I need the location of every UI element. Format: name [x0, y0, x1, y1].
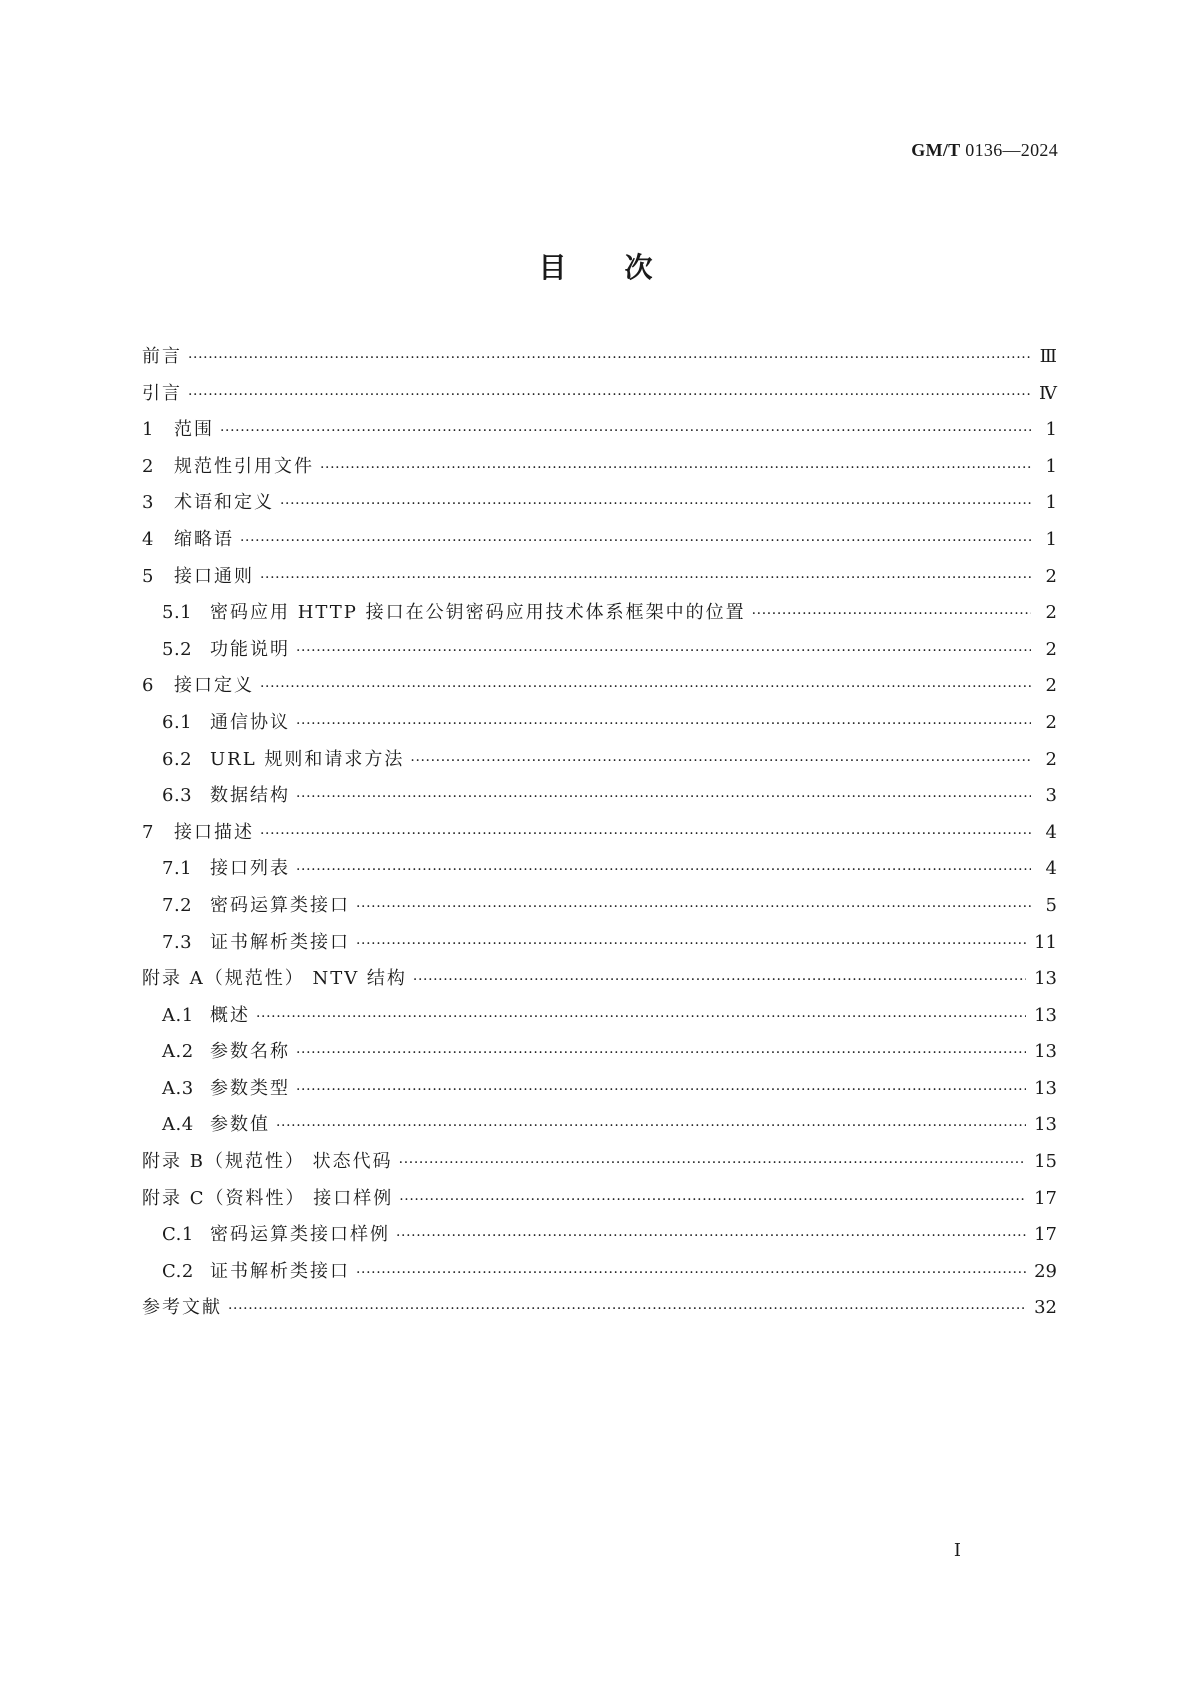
- toc-entry-label: 附录 C（资料性） 接口样例: [142, 1187, 394, 1209]
- toc-dot-leader: [220, 413, 1031, 450]
- toc-entry[interactable]: [142, 1071, 1057, 1108]
- toc-dot-leader: [188, 340, 1031, 377]
- toc-entry[interactable]: [142, 705, 1057, 742]
- toc-entry[interactable]: [142, 1290, 1057, 1327]
- toc-entry-number: 6.3: [162, 785, 193, 807]
- toc-entry-number: C.1: [162, 1224, 194, 1246]
- toc-dot-leader: [260, 669, 1031, 706]
- toc-entry-page: 4: [1045, 821, 1057, 843]
- toc-entry-page: 13: [1034, 1004, 1057, 1026]
- table-of-contents: [142, 339, 1057, 1327]
- toc-entry-label: 前言: [142, 346, 182, 367]
- toc-dot-leader: [296, 779, 1031, 816]
- toc-entry[interactable]: [142, 412, 1057, 449]
- toc-entry[interactable]: [142, 595, 1057, 632]
- toc-dot-leader: [413, 962, 1026, 999]
- toc-entry-page: 2: [1045, 638, 1057, 660]
- standard-code: [911, 140, 1058, 161]
- toc-entry[interactable]: [142, 1144, 1057, 1181]
- toc-entry-label: 规范性引用文件: [174, 455, 314, 477]
- toc-entry-number: 7: [142, 821, 154, 843]
- toc-entry-number: 5.1: [162, 602, 193, 624]
- toc-dot-leader: [188, 377, 1031, 414]
- toc-entry-number: C.2: [162, 1260, 194, 1282]
- toc-entry-label: 证书解析类接口: [210, 1260, 350, 1282]
- toc-entry-page: 17: [1034, 1224, 1057, 1246]
- toc-dot-leader: [296, 1072, 1026, 1109]
- toc-entry-number: 5: [142, 565, 154, 587]
- toc-entry-number: 7.3: [162, 931, 193, 953]
- toc-entry-number: 2: [142, 455, 154, 477]
- toc-entry-label: 通信协议: [210, 711, 290, 733]
- toc-entry-label: 概述: [210, 1004, 250, 1026]
- toc-entry-page: 2: [1045, 565, 1057, 587]
- standard-number: 0136—2024: [965, 140, 1058, 160]
- toc-dot-leader: [396, 1218, 1026, 1255]
- toc-entry[interactable]: [142, 522, 1057, 559]
- toc-entry-page: 5: [1045, 894, 1057, 916]
- toc-title: 目次: [538, 251, 711, 284]
- toc-entry-label: 范围: [174, 419, 214, 441]
- toc-entry-label: 参考文献: [142, 1297, 222, 1319]
- toc-entry-number: A.1: [162, 1004, 194, 1026]
- toc-entry-label: 接口通则: [174, 565, 254, 587]
- toc-entry-page: 13: [1034, 1041, 1057, 1063]
- toc-dot-leader: [296, 852, 1031, 889]
- toc-entry[interactable]: [142, 925, 1057, 962]
- toc-entry-label: 密码运算类接口样例: [210, 1224, 390, 1246]
- toc-entry-page: 13: [1034, 968, 1057, 990]
- toc-entry-label: 密码应用 HTTP 接口在公钥密码应用技术体系框架中的位置: [210, 602, 746, 624]
- toc-entry-label: 引言: [142, 382, 182, 404]
- toc-entry-number: 6.2: [162, 748, 193, 770]
- toc-entry-label: 密码运算类接口: [210, 894, 350, 916]
- toc-entry-label: 缩略语: [174, 528, 234, 550]
- toc-entry[interactable]: [142, 778, 1057, 815]
- toc-dot-leader: [320, 450, 1031, 487]
- toc-entry-number: 1: [142, 419, 154, 441]
- toc-entry-label: 术语和定义: [174, 492, 274, 514]
- toc-entry-page: 11: [1034, 931, 1057, 953]
- toc-dot-leader: [296, 706, 1031, 743]
- toc-entry[interactable]: [142, 1217, 1057, 1254]
- toc-entry-page: 2: [1045, 602, 1057, 624]
- toc-entry-page: 1: [1045, 419, 1057, 441]
- toc-entry[interactable]: [142, 851, 1057, 888]
- toc-entry-page: Ⅲ: [1039, 346, 1057, 367]
- toc-dot-leader: [296, 633, 1031, 670]
- toc-entry[interactable]: [142, 449, 1057, 486]
- toc-entry-label: 参数类型: [210, 1077, 290, 1099]
- toc-entry[interactable]: [142, 998, 1057, 1035]
- toc-entry-label: 接口描述: [174, 821, 254, 843]
- standard-prefix: GM/T: [911, 140, 961, 160]
- toc-entry[interactable]: [142, 559, 1057, 596]
- toc-entry-number: A.4: [162, 1114, 194, 1136]
- toc-dot-leader: [240, 523, 1031, 560]
- toc-entry[interactable]: [142, 668, 1057, 705]
- toc-entry-number: 7.1: [162, 858, 193, 880]
- toc-entry-page: 13: [1034, 1077, 1057, 1099]
- toc-dot-leader: [280, 486, 1031, 523]
- toc-dot-leader: [410, 743, 1031, 780]
- toc-entry-page: 13: [1034, 1114, 1057, 1136]
- toc-entry-label: URL 规则和请求方法: [210, 748, 405, 770]
- toc-entry-label: 附录 B（规范性） 状态代码: [142, 1151, 393, 1173]
- toc-entry-number: A.3: [162, 1077, 194, 1099]
- toc-entry-label: 接口列表: [210, 858, 290, 880]
- toc-entry[interactable]: [142, 376, 1057, 413]
- toc-dot-leader: [296, 1035, 1026, 1072]
- toc-entry-number: 5.2: [162, 638, 193, 660]
- toc-entry-number: 6: [142, 675, 154, 697]
- toc-entry-page: 29: [1034, 1260, 1057, 1282]
- toc-entry[interactable]: [142, 1107, 1057, 1144]
- toc-dot-leader: [399, 1182, 1026, 1219]
- toc-entry-number: 7.2: [162, 894, 193, 916]
- toc-entry-page: 1: [1045, 455, 1057, 477]
- toc-entry-number: A.2: [162, 1041, 194, 1063]
- toc-entry-page: 4: [1045, 858, 1057, 880]
- toc-entry-label: 参数值: [210, 1114, 270, 1136]
- toc-entry-page: Ⅳ: [1039, 382, 1057, 404]
- toc-entry[interactable]: [142, 632, 1057, 669]
- toc-dot-leader: [276, 1108, 1026, 1145]
- toc-dot-leader: [228, 1291, 1026, 1328]
- toc-entry[interactable]: [142, 485, 1057, 522]
- toc-entry-page: 15: [1034, 1151, 1057, 1173]
- toc-dot-leader: [256, 999, 1026, 1036]
- toc-entry-page: 1: [1045, 492, 1057, 514]
- toc-entry[interactable]: [142, 815, 1057, 852]
- toc-dot-leader: [752, 596, 1031, 633]
- toc-entry-label: 证书解析类接口: [210, 931, 350, 953]
- toc-entry-page: 2: [1045, 748, 1057, 770]
- toc-dot-leader: [260, 816, 1031, 853]
- page-number-footer: Ⅰ: [953, 1540, 961, 1560]
- toc-entry-page: 32: [1034, 1297, 1057, 1319]
- toc-entry-page: 2: [1045, 711, 1057, 733]
- toc-entry-number: 3: [142, 492, 154, 514]
- toc-entry-label: 附录 A（规范性） NTV 结构: [142, 968, 407, 990]
- toc-entry[interactable]: [142, 961, 1057, 998]
- toc-entry-page: 2: [1045, 675, 1057, 697]
- toc-entry-page: 17: [1034, 1187, 1057, 1209]
- toc-entry[interactable]: [142, 888, 1057, 925]
- toc-dot-leader: [356, 926, 1026, 963]
- toc-dot-leader: [356, 1255, 1026, 1292]
- toc-entry-number: 6.1: [162, 711, 193, 733]
- toc-entry[interactable]: [142, 1034, 1057, 1071]
- toc-entry[interactable]: [142, 742, 1057, 779]
- toc-entry-page: 3: [1045, 785, 1057, 807]
- toc-entry-number: 4: [142, 528, 154, 550]
- toc-dot-leader: [399, 1145, 1026, 1182]
- toc-entry-label: 接口定义: [174, 675, 254, 697]
- toc-entry-label: 功能说明: [210, 638, 290, 660]
- toc-entry-label: 参数名称: [210, 1041, 290, 1063]
- toc-dot-leader: [356, 889, 1031, 926]
- toc-entry[interactable]: [142, 339, 1057, 376]
- toc-entry-page: 1: [1045, 528, 1057, 550]
- toc-entry-label: 数据结构: [210, 785, 290, 807]
- toc-entry[interactable]: [142, 1181, 1057, 1218]
- toc-entry[interactable]: [142, 1254, 1057, 1291]
- toc-dot-leader: [260, 560, 1031, 597]
